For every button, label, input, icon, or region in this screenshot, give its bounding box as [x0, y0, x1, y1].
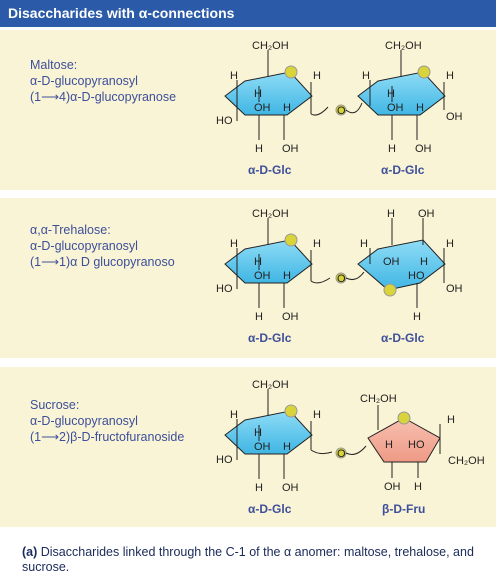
h-label: H	[387, 208, 395, 220]
oh-label: OH	[282, 143, 299, 155]
ho-label: HO	[216, 283, 233, 295]
h-label: H	[446, 70, 454, 82]
oh-label: OH	[446, 283, 463, 295]
h-label: H	[283, 102, 291, 114]
h-label: H	[446, 238, 454, 250]
ch2oh-label: CH₂OH	[252, 379, 289, 391]
ho-label: HO	[408, 270, 425, 282]
h-label: H	[283, 270, 291, 282]
page-title: Disaccharides with α-connections	[8, 5, 235, 21]
sucrose-line2: (1⟶2)β-D-fructofuranoside	[30, 430, 185, 444]
h-label: H	[255, 482, 263, 494]
h-label: H	[255, 143, 263, 155]
figure-caption	[22, 545, 482, 575]
h-label: H	[385, 439, 393, 451]
trehalose-right-unit-label: α-D-Glc	[381, 331, 425, 345]
maltose-line1: α-D-glucopyranosyl	[30, 74, 138, 88]
ho-label: HO	[216, 115, 233, 127]
oh-label: OH	[254, 441, 271, 453]
ho-label: HO	[216, 454, 233, 466]
h-label: H	[414, 481, 422, 493]
h-label: H	[387, 88, 395, 100]
o-label: O	[337, 448, 346, 460]
oh-label: OH	[384, 481, 401, 493]
trehalose-right-ring	[358, 240, 445, 290]
h-label: H	[416, 102, 424, 114]
ch2oh-label: CH₂OH	[360, 393, 397, 405]
sucrose-line1: α-D-glucopyranosyl	[30, 414, 138, 428]
h-label: H	[254, 256, 262, 268]
oh-label: OH	[254, 270, 271, 282]
oxygen-atom	[285, 234, 297, 246]
oxygen-atom	[384, 284, 396, 296]
maltose-left-unit-label: α-D-Glc	[248, 163, 292, 177]
sucrose-right-unit-label: β-D-Fru	[382, 502, 426, 516]
h-label: H	[313, 238, 321, 250]
h-label: H	[360, 238, 368, 250]
h-label: H	[413, 311, 421, 323]
maltose-right-unit-label: α-D-Glc	[381, 163, 425, 177]
h-label: H	[313, 70, 321, 82]
oh-label: OH	[387, 102, 404, 114]
h-label: H	[283, 441, 291, 453]
trehalose-name: α,α-Trehalose:	[30, 223, 111, 237]
h-label: H	[420, 256, 428, 268]
maltose-name: Maltose:	[30, 58, 78, 72]
caption-tag: (a)	[22, 545, 38, 559]
oh-label: OH	[418, 208, 435, 220]
h-label: H	[230, 409, 238, 421]
oh-label: OH	[446, 111, 463, 123]
ch2oh-label: CH₂OH	[252, 208, 289, 220]
trehalose-line1: α-D-glucopyranosyl	[30, 239, 138, 253]
oh-label: OH	[282, 311, 299, 323]
h-label: H	[255, 311, 263, 323]
h-label: H	[230, 238, 238, 250]
trehalose-left-unit-label: α-D-Glc	[248, 331, 292, 345]
h-label: H	[313, 409, 321, 421]
maltose-line2: (1⟶4)α-D-glucopyranose	[30, 90, 177, 104]
ho-label: HO	[408, 439, 425, 451]
oh-label: OH	[383, 256, 400, 268]
oxygen-atom	[418, 66, 430, 78]
h-label: H	[254, 427, 262, 439]
o-label: O	[337, 273, 346, 285]
oh-label: OH	[254, 102, 271, 114]
h-label: H	[230, 70, 238, 82]
h-label: H	[362, 70, 370, 82]
ch2oh-label: CH₂OH	[448, 455, 485, 467]
oh-label: OH	[415, 143, 432, 155]
sucrose-left-unit-label: α-D-Glc	[248, 502, 292, 516]
h-label: H	[388, 143, 396, 155]
oh-label: OH	[282, 482, 299, 494]
h-label: H	[447, 414, 455, 426]
o-label: O	[337, 105, 346, 117]
ch2oh-label: CH₂OH	[385, 40, 422, 52]
oxygen-atom	[285, 66, 297, 78]
caption-text: Disaccharides linked through the C-1 of the α anomer: maltose, trehalose, and sucrose.	[22, 545, 474, 574]
ch2oh-label: CH₂OH	[252, 40, 289, 52]
trehalose-line2: (1⟶1)α D glucopyranoso	[30, 255, 175, 269]
sucrose-fructose-ring	[368, 418, 440, 462]
oxygen-atom	[285, 405, 297, 417]
h-label: H	[254, 88, 262, 100]
oxygen-atom	[398, 412, 410, 424]
sucrose-name: Sucrose:	[30, 398, 80, 412]
